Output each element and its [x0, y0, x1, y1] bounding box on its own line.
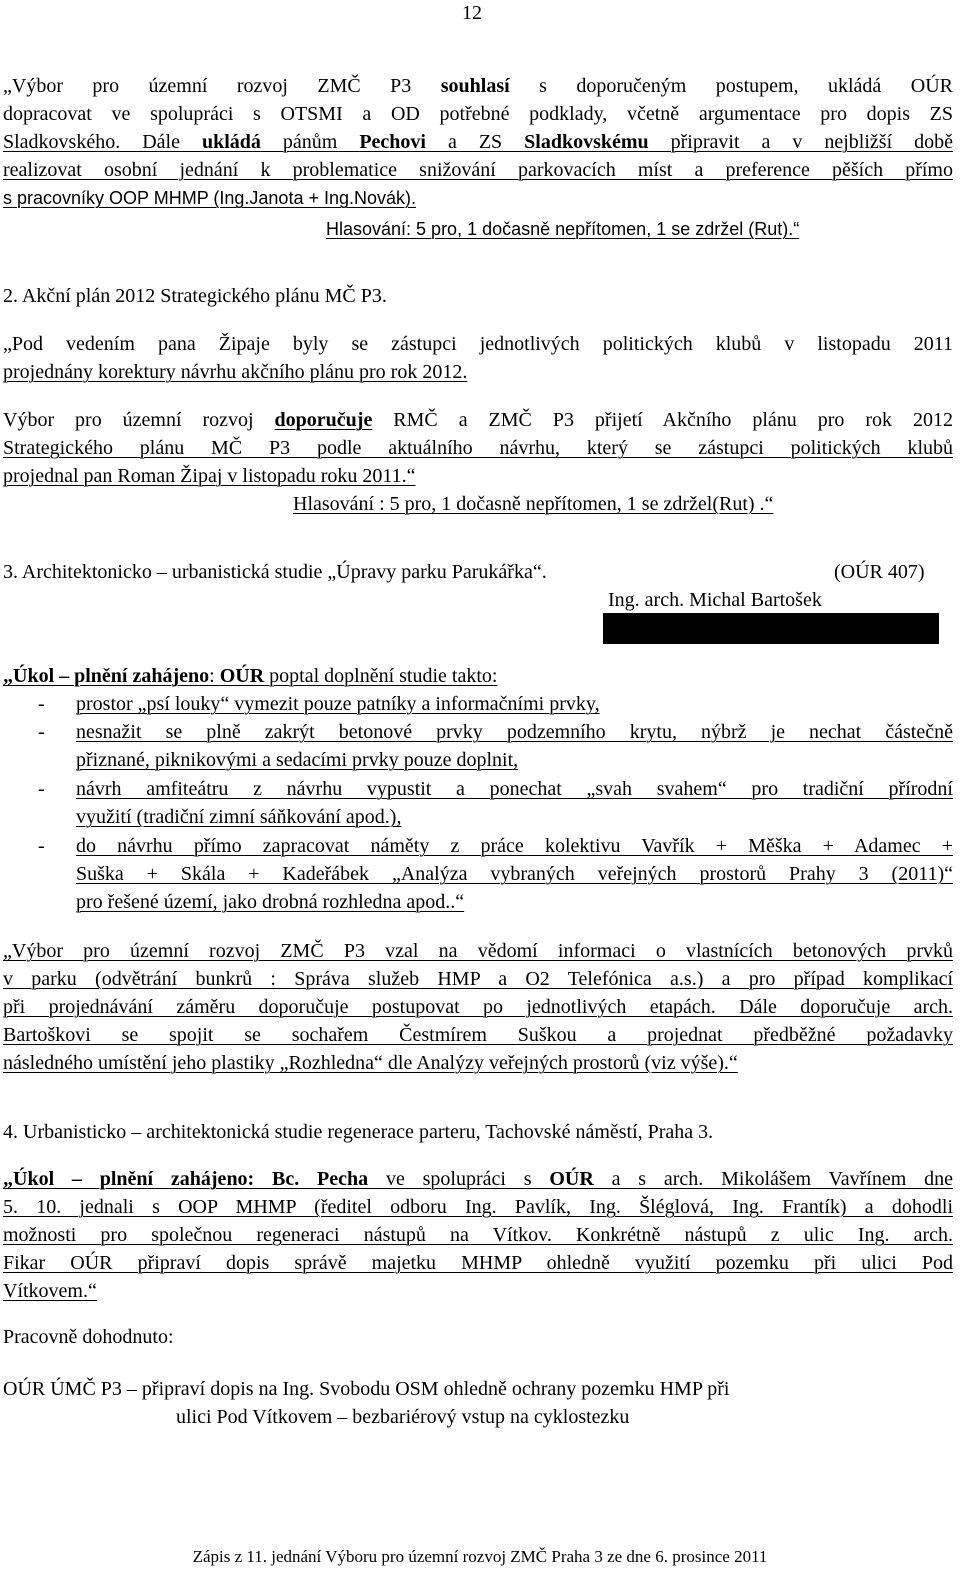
item4-heading: 4. Urbanisticko – architektonická studie regenerace parteru, Tachovské náměstí, Praha 3.: [3, 1121, 714, 1143]
bullet-dash: -: [38, 835, 45, 857]
item2-para1-line-1: „Pod vedením pana Žipaje byly se zástupci jednotlivých politických klubů v listopadu 2011: [3, 333, 953, 355]
item1-line-5: s pracovníky OOP MHMP (Ing.Janota + Ing.Novák).: [3, 188, 417, 208]
bullet-dash: -: [38, 721, 45, 743]
bullet-item: návrh amfiteátru z návrhu vypustit a ponechat „svah svahem“ pro tradiční přírodní: [76, 778, 953, 800]
bullet-item-continued: Suška + Skála + Kadeřábek „Analýza vybraných veřejných prostorů Prahy 3 (2011)“: [76, 863, 953, 885]
item3-author: Ing. arch. Michal Bartošek: [608, 589, 822, 611]
item2-vote: Hlasování : 5 pro, 1 dočasně nepřítomen, 1 se zdržel(Rut) .“: [293, 493, 774, 515]
bullet-dash: -: [38, 778, 45, 800]
item1-line-4: realizovat osobní jednání k problematice snižování parkovacích míst a preference pěších přímo: [3, 159, 953, 181]
redaction-bar: [603, 613, 939, 644]
item4-line-2: 5. 10. jednali s OOP MHMP (ředitel odboru Ing. Pavlík, Ing. Šléglová, Ing. Frantík) a dohodli: [3, 1196, 953, 1218]
page-footer: Zápis z 11. jednání Výboru pro územní rozvoj ZMČ Praha 3 ze dne 6. prosince 2011: [192, 1547, 768, 1566]
item3-para-line-5: následného umístění jeho plastiky „Rozhledna“ dle Analýzy veřejných prostorů (viz výše).“: [3, 1052, 738, 1074]
item3-para-line-3: při projednávání záměru doporučuje postupovat po jednotlivých etapách. Dále doporučuje arch.: [3, 996, 953, 1018]
item1-line-2: dopracovat ve spolupráci s OTSMI a OD potřebné podklady, včetně argumentace pro dopis ZS: [3, 103, 953, 125]
item2-para2-line-3: projednal pan Roman Žipaj v listopadu roku 2011.“: [3, 465, 416, 487]
bullet-item-continued: pro řešené území, jako drobná rozhledna apod..“: [76, 891, 465, 913]
item2-para2-line-1: Výbor pro územní rozvoj doporučuje RMČ a ZMČ P3 přijetí Akčního plánu pro rok 2012: [3, 409, 953, 431]
bullet-dash: -: [38, 693, 45, 715]
agreed-line-2: ulici Pod Vítkovem – bezbariérový vstup na cyklostezku: [176, 1406, 630, 1428]
item1-line-3: Sladkovského. Dále ukládá pánům Pechovi a ZS Sladkovskému připravit a v nejbližší době: [3, 131, 953, 153]
bullet-item-continued: využití (tradiční zimní sáňkování apod.),: [76, 806, 402, 828]
item3-para-line-1: „Výbor pro územní rozvoj ZMČ P3 vzal na vědomí informaci o vlastnících betonových prvků: [3, 940, 953, 962]
page-number: 12: [462, 2, 482, 24]
bullet-item-continued: přiznané, piknikovými a sedacími prvky pouze doplnit,: [76, 749, 519, 771]
item3-para-line-2: v parku (odvětrání bunkrů : Správa služeb HMP a O2 Telefónica a.s.) a pro případ komplikací: [3, 968, 953, 990]
item4-line-4: Fikar OÚR připraví dopis správě majetku MHMP ohledně využití pozemku při ulici Pod: [3, 1252, 953, 1274]
item3-reference: (OÚR 407): [834, 561, 925, 583]
item2-heading: 2. Akční plán 2012 Strategického plánu MČ P3.: [3, 285, 387, 307]
item1-vote: Hlasování: 5 pro, 1 dočasně nepřítomen, 1 se zdržel (Rut).“: [326, 219, 800, 239]
item4-line-3: možnosti pro společnou regeneraci nástupů na Vítkov. Konkrétně nástupů z ulic Ing. arch.: [3, 1224, 953, 1246]
item3-heading: 3. Architektonicko – urbanistická studie „Úpravy parku Parukářka“.: [3, 561, 547, 583]
item3-task: „Úkol – plnění zahájeno: OÚR poptal doplnění studie takto:: [3, 665, 498, 687]
item3-para-line-4: Bartoškovi se spojit se sochařem Čestmírem Suškou a projednat předběžné požadavky: [3, 1024, 953, 1046]
item2-para2-line-2: Strategického plánu MČ P3 podle aktuálního návrhu, který se zástupci politických klubů: [3, 437, 953, 459]
agreed-line-1: OÚR ÚMČ P3 – připraví dopis na Ing. Svobodu OSM ohledně ochrany pozemku HMP při: [3, 1378, 730, 1400]
bullet-item: do návrhu přímo zapracovat náměty z práce kolektivu Vavřík + Měška + Adamec +: [76, 835, 953, 857]
bullet-item: nesnažit se plně zakrýt betonové prvky podzemního krytu, nýbrž je nechat částečně: [76, 721, 953, 743]
item4-line-5: Vítkovem.“: [3, 1280, 97, 1302]
bullet-item: prostor „psí louky“ vymezit pouze patníky a informačními prvky,: [76, 693, 600, 715]
item2-para1-line-2: projednány korektury návrhu akčního plánu pro rok 2012.: [3, 361, 468, 383]
item4-line-1: „Úkol – plnění zahájeno: Bc. Pecha ve spolupráci s OÚR a s arch. Mikolášem Vavřínem dne: [3, 1168, 953, 1190]
item1-line-1: „Výbor pro územní rozvoj ZMČ P3 souhlasí s doporučeným postupem, ukládá OÚR: [3, 75, 953, 97]
agreed-label: Pracovně dohodnuto:: [3, 1326, 174, 1348]
